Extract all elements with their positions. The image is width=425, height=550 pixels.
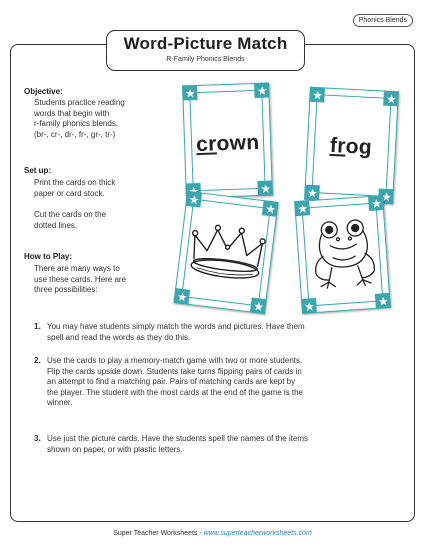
card-word-crown (196, 131, 260, 157)
how-to-play-text (34, 264, 126, 296)
step-line: You may have students simply match the words and pictures. Have them (47, 322, 305, 331)
step-line: the player. The student with the most cards at the end of the game is the (47, 387, 304, 397)
how-to-play-line: There are many ways to (34, 264, 120, 273)
picture-card-crown (173, 191, 278, 314)
setup-line: dotted lines. (34, 220, 78, 230)
objective-line: (br-, cr-, dr-, fr-, gr-, tr-) (34, 129, 116, 139)
star-icon (304, 185, 320, 201)
picture-card-frog (294, 195, 391, 314)
setup-heading: Set up: (24, 166, 52, 175)
step-line: spell and read the words as they do this. (47, 332, 191, 342)
star-icon (262, 200, 279, 217)
frog-picture (306, 215, 381, 292)
page-title: Word-Picture Match (123, 34, 288, 53)
star-icon (254, 83, 270, 99)
page-subtitle: R-Family Phonics Blends (166, 56, 245, 63)
setup-text-1 (34, 178, 115, 199)
star-icon (250, 297, 267, 314)
step-line: Use the cards to play a memory-match game with two or more students. (47, 356, 303, 365)
objective-line: words that begin with (34, 108, 110, 118)
setup-line: Cut the cards on the (34, 210, 107, 219)
star-icon (185, 191, 202, 208)
star-icon (383, 91, 399, 107)
footer (0, 530, 425, 537)
setup-line: paper or card stock. (34, 188, 105, 198)
footer-link[interactable]: www.superteacherworksheets.com (203, 530, 312, 537)
step-line: Flip the cards upside down. Students take turns flipping pairs of cards in (47, 366, 302, 376)
word-card-crown (182, 83, 273, 199)
star-icon (182, 85, 198, 101)
star-icon (301, 298, 317, 314)
objective-heading: Objective: (24, 87, 63, 96)
word-blend: cr (195, 132, 217, 157)
how-to-play-heading: How to Play: (24, 252, 73, 261)
setup-text-2 (34, 210, 106, 231)
step-line: an attempt to find a matching pair. Pairs of matching cards are kept by (47, 377, 296, 386)
star-icon (309, 87, 325, 103)
step-1 (34, 322, 404, 343)
step-number: 3. (34, 434, 41, 443)
objective-line: Students practice reading (34, 98, 125, 107)
star-icon (294, 200, 310, 216)
title-box (106, 30, 305, 71)
star-icon (257, 180, 273, 196)
category-tag: Phonics Blends (353, 14, 413, 27)
word-rest: og (345, 134, 373, 160)
star-icon (173, 288, 190, 305)
setup-line: Print the cards on thick (34, 178, 116, 187)
word-rest: own (216, 130, 260, 156)
step-line: shown on paper, or with plastic letters. (47, 444, 183, 454)
star-icon (375, 293, 391, 309)
step-line: winner. (47, 398, 73, 407)
word-card-frog (304, 87, 399, 205)
star-icon (368, 195, 384, 211)
objective-line: r-family phonics blends. (34, 119, 119, 128)
step-3 (34, 434, 404, 455)
how-to-play-line: use these cards. Here are (34, 274, 127, 284)
step-line: Use just the picture cards. Have the students spell the names of the items (47, 434, 309, 443)
step-2 (34, 356, 404, 409)
footer-text: Super Teacher Worksheets - (113, 530, 204, 537)
card-word-frog (329, 134, 372, 160)
step-number: 1. (34, 322, 41, 331)
objective-text (34, 98, 125, 140)
how-to-play-line: three possibilities: (34, 285, 98, 294)
step-number: 2. (34, 356, 41, 365)
word-blend: fr (329, 133, 347, 158)
crown-picture (186, 221, 268, 286)
